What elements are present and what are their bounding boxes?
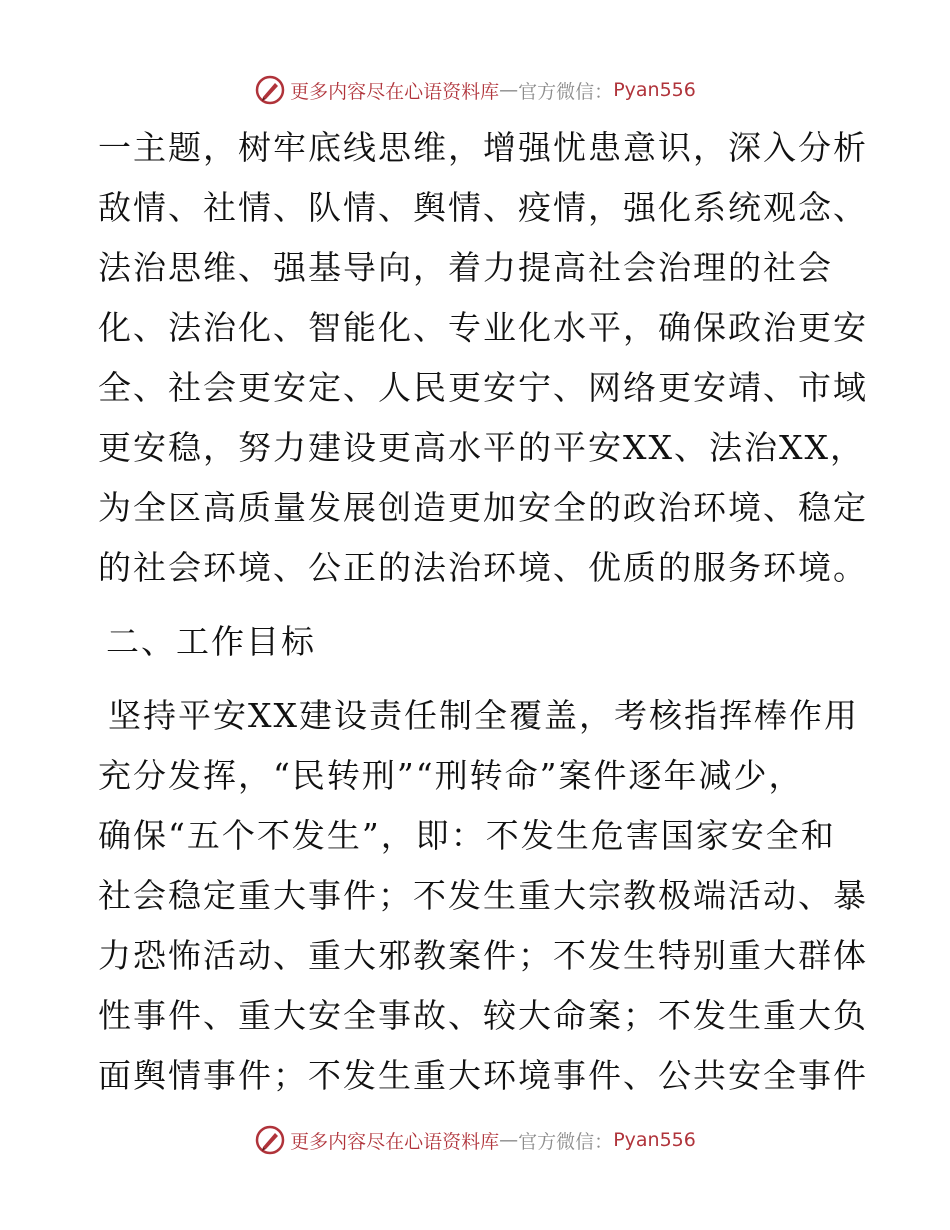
text-line: 全、社会更安定、人民更安宁、网络更安靖、市域 xyxy=(98,368,868,407)
text-line: 为全区高质量发展创造更加安全的政治环境、稳定 xyxy=(98,488,868,527)
text-line: 更安稳，努力建设更高水平的平安XX、法治XX， xyxy=(98,428,865,467)
paragraph-2 xyxy=(98,686,868,1106)
text-line: 社会稳定重大事件；不发生重大宗教极端活动、暴 xyxy=(98,876,868,915)
watermark-label: 官方微信： xyxy=(518,1130,614,1153)
watermark-wechat-id: Pyan556 xyxy=(613,79,696,101)
watermark-separator: — xyxy=(499,79,519,101)
watermark-footer xyxy=(0,1122,950,1158)
pen-logo-icon xyxy=(254,1124,286,1156)
watermark-separator: — xyxy=(499,1129,519,1151)
text-line: 力恐怖活动、重大邪教案件；不发生特别重大群体 xyxy=(98,936,868,975)
text-line: 化、法治化、智能化、专业化水平，确保政治更安 xyxy=(98,308,868,347)
text-line: 坚持平安XX建设责任制全覆盖，考核指挥棒作用 xyxy=(108,696,859,735)
watermark-label: 官方微信： xyxy=(518,80,614,103)
watermark-wechat-id: Pyan556 xyxy=(613,1129,696,1151)
text-line: 面舆情事件；不发生重大环境事件、公共安全事件 xyxy=(98,1056,868,1095)
pen-logo-icon xyxy=(254,74,286,106)
watermark-brand: 更多内容尽在心语资料库 xyxy=(290,1130,500,1153)
text-line: 确保“五个不发生”，即：不发生危害国家安全和 xyxy=(98,816,836,855)
text-line: 敌情、社情、队情、舆情、疫情，强化系统观念、 xyxy=(98,188,868,227)
watermark-brand: 更多内容尽在心语资料库 xyxy=(290,80,500,103)
text-line: 充分发挥，“民转刑”“刑转命”案件逐年减少， xyxy=(98,756,804,795)
watermark-header xyxy=(0,72,950,108)
text-line: 一主题，树牢底线思维，增强忧患意识，深入分析 xyxy=(98,128,868,167)
text-line: 性事件、重大安全事故、较大命案；不发生重大负 xyxy=(98,996,868,1035)
paragraph-1 xyxy=(98,118,868,598)
document-body xyxy=(98,118,868,1106)
text-line: 法治思维、强基导向，着力提高社会治理的社会 xyxy=(98,248,833,287)
text-line: 的社会环境、公正的法治环境、优质的服务环境。 xyxy=(98,548,868,587)
section-heading: 二、工作目标 xyxy=(106,622,316,661)
